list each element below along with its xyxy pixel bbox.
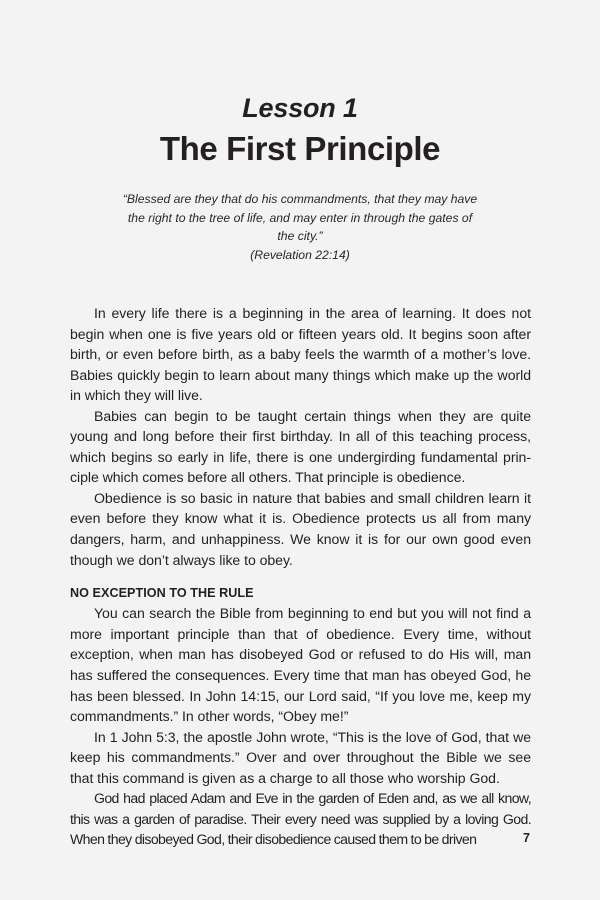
- body-paragraph-6: God had placed Adam and Eve in the garden of Eden and, as we all know, this was a garden of paradise. Their every need was supplied by a loving God. When they disobeyed God, their disobedience caused them to be driven: [70, 790, 531, 848]
- body-paragraph-5: In 1 John 5:3, the apostle John wrote, “This is the love of God, that we keep his commandments.” Over and over throughout the Bible we see that this command is given as a charge to all those who worship God.: [70, 728, 531, 786]
- epigraph-line-2: they may have the right to the tree of life, and may enter: [127, 192, 478, 225]
- body-paragraph-3: Obedience is so basic in nature that babies and small children learn it even before they know what it is. Obedience protects us all from many dangers, harm, and unhappiness. We know it is for our own good even though we don’t always like to obey.: [70, 489, 531, 568]
- page-title: The First Principle: [159, 129, 441, 167]
- lesson-number-label: Lesson 1: [242, 93, 358, 123]
- body-paragraph-1: In every life there is a beginning in the area of learning. It does not begin when one is five years old or fifteen years old. It begins soon after birth, or even before birth, as a baby feels the warmth of a mother’s love. Babies quickly begin to learn about many things which make up the world in which they will live.: [70, 305, 531, 404]
- epigraph-attribution: (Revelation 22:14): [250, 247, 350, 262]
- epigraph-line-3: in through the gates of the city.”: [277, 210, 473, 244]
- epigraph-line-1: “Blessed are they that do his commandments, that: [122, 192, 395, 206]
- body-paragraph-4: You can search the Bible from beginning to end but you will not find a more important principle than that of obedience. Every time, without exception, when man has disobeyed God or refused to do His will, man has suffered the consequences. Every time that man has obeyed God, he has been blessed. In John 14:15, our Lord said, “If you love me, keep my commandments.” In other words, “Obey me!”: [70, 605, 531, 725]
- lesson-heading: [70, 93, 530, 168]
- body-paragraph-2: Babies can begin to be taught certain things when they are quite young and long before their first birthday. In all of this teaching process, which begins so early in life, there is one undergirding fundamental prin-ciple which comes before all others. That principle is obedience.: [70, 407, 531, 486]
- body-text-column: [70, 303, 531, 850]
- page-number: 7: [523, 831, 530, 845]
- section-heading-no-exception-to-the-rule: NO EXCEPTION TO THE RULE: [70, 586, 254, 601]
- scripture-epigraph: [118, 190, 482, 264]
